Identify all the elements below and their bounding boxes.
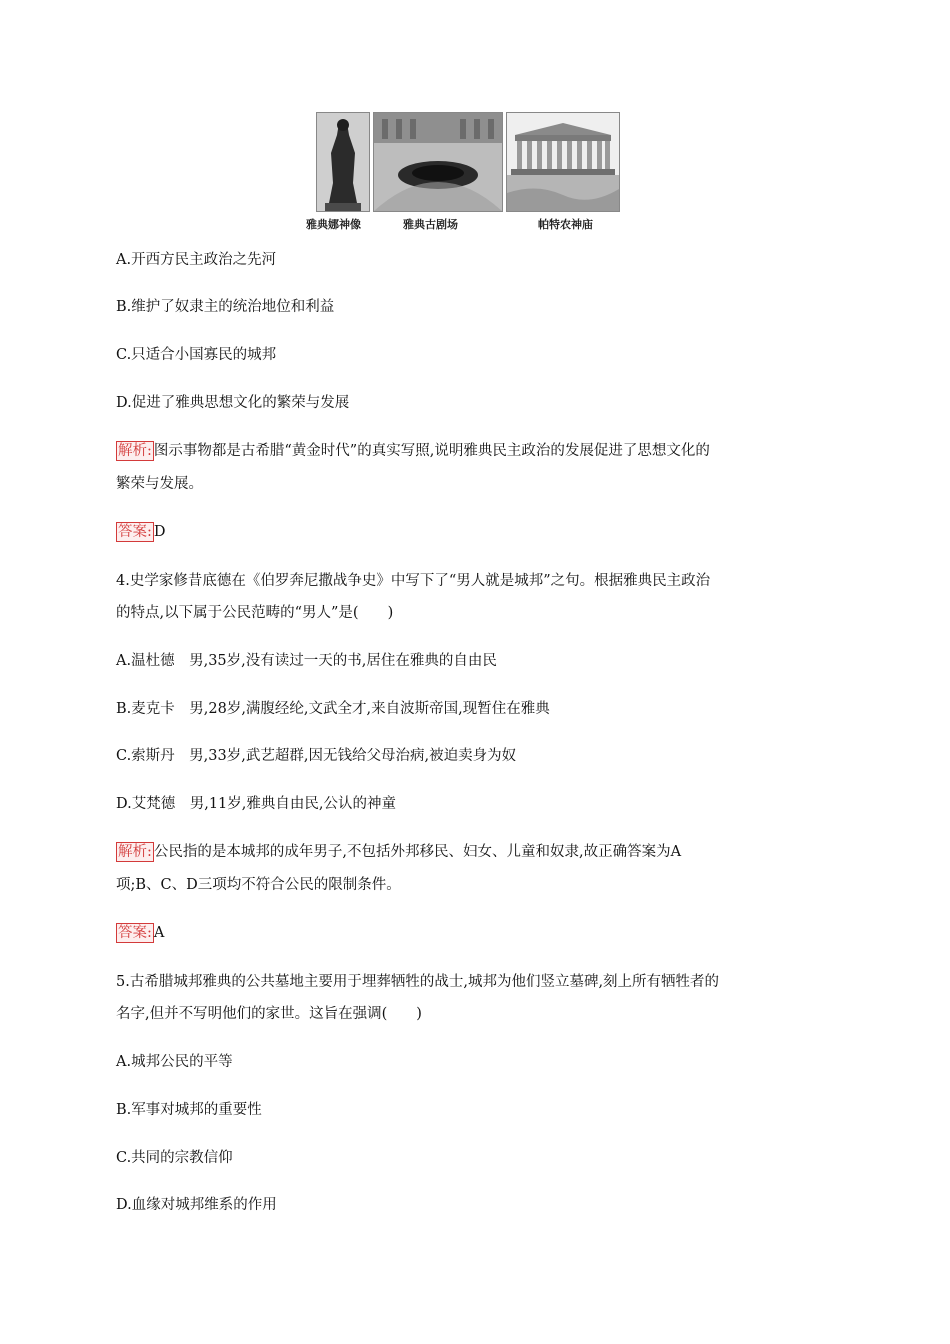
q3-option-c: C.只适合小国寡民的城邦 xyxy=(116,347,277,363)
q5-option-a: A.城邦公民的平等 xyxy=(116,1054,233,1070)
q5-option-b: B.军事对城邦的重要性 xyxy=(116,1102,262,1118)
q4-analysis-text-2: 项;B、C、D三项均不符合公民的限制条件。 xyxy=(116,877,401,893)
q4-answer-value: A xyxy=(153,925,165,941)
q5-option-c: C.共同的宗教信仰 xyxy=(116,1150,233,1166)
answer-label: 答案: xyxy=(118,925,152,941)
figure-athens-images xyxy=(303,112,633,232)
analysis-label: 解析: xyxy=(118,443,152,459)
q3-analysis-text-1: 图示事物都是古希腊“黄金时代”的真实写照,说明雅典民主政治的发展促进了思想文化的 xyxy=(153,443,710,459)
q3-option-b: B.维护了奴隶主的统治地位和利益 xyxy=(116,299,335,315)
q3-option-a: A.开西方民主政治之先河 xyxy=(116,252,277,268)
q3-option-d: D.促进了雅典思想文化的繁荣与发展 xyxy=(116,395,350,411)
q5-stem-2: 名字,但并不写明他们的家世。这旨在强调( ) xyxy=(116,1006,422,1022)
q4-option-b: B.麦克卡 男,28岁,满腹经纶,文武全才,来自波斯帝国,现暂住在雅典 xyxy=(116,701,550,717)
q3-analysis-text-2: 繁荣与发展。 xyxy=(116,476,203,492)
q4-option-c: C.索斯丹 男,33岁,武艺超群,因无钱给父母治病,被迫卖身为奴 xyxy=(116,748,517,764)
answer-label: 答案: xyxy=(118,524,152,540)
caption-parthenon: 帕特农神庙 xyxy=(538,218,593,231)
q4-answer xyxy=(116,923,164,943)
q4-option-a: A.温杜德 男,35岁,没有读过一天的书,居住在雅典的自由民 xyxy=(116,653,497,669)
athena-statue-image xyxy=(316,112,370,212)
q5-option-d: D.血缘对城邦维系的作用 xyxy=(116,1197,277,1213)
q4-analysis xyxy=(116,842,681,862)
analysis-label: 解析: xyxy=(118,844,152,860)
q3-answer xyxy=(116,522,166,542)
q3-analysis xyxy=(116,441,710,461)
q4-stem-2: 的特点,以下属于公民范畴的“男人”是( ) xyxy=(116,605,394,621)
q5-stem-1: 5.古希腊城邦雅典的公共墓地主要用于埋葬牺牲的战士,城邦为他们竖立墓碑,刻上所有牺牲者的 xyxy=(116,974,720,990)
athens-theater-image xyxy=(373,112,503,212)
caption-athens-theater: 雅典古剧场 xyxy=(403,218,458,231)
parthenon-image xyxy=(506,112,620,212)
q4-analysis-text-1: 公民指的是本城邦的成年男子,不包括外邦移民、妇女、儿童和奴隶,故正确答案为A xyxy=(153,844,682,860)
q3-answer-value: D xyxy=(153,524,166,540)
q4-stem-1: 4.史学家修昔底德在《伯罗奔尼撒战争史》中写下了“男人就是城邦”之句。根据雅典民主政治 xyxy=(116,573,711,589)
q4-option-d: D.艾梵德 男,11岁,雅典自由民,公认的神童 xyxy=(116,796,396,812)
caption-athena-statue: 雅典娜神像 xyxy=(306,218,361,231)
